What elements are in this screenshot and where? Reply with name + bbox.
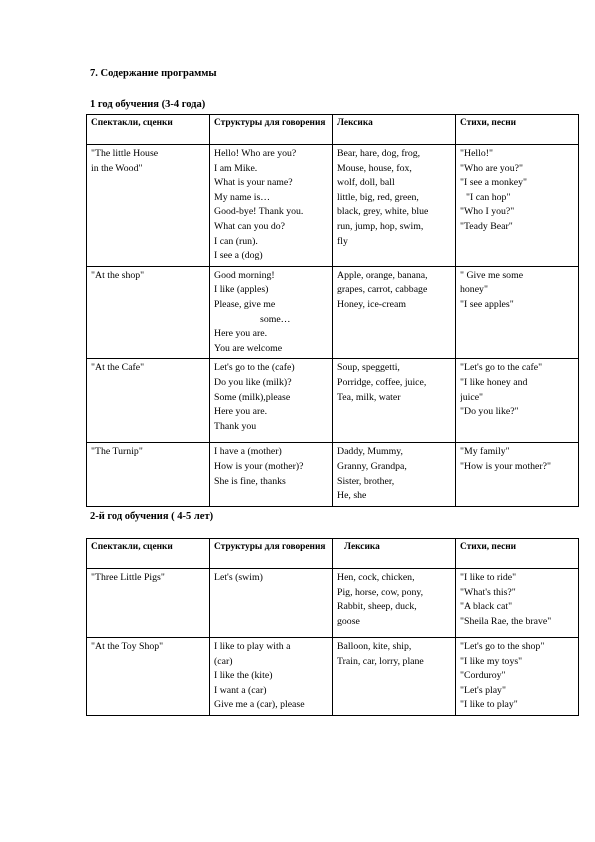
cell-structures: Let's go to the (cafe) Do you like (milk)? Some (milk),please Here you are. Thank you bbox=[210, 359, 333, 443]
cell-songs: "Hello!" "Who are you?" "I see a monkey" "I can hop" "Who I you?" "Teady Bear" bbox=[456, 145, 579, 267]
header-cell-structures: Структуры для говорения bbox=[210, 115, 333, 145]
cell-vocabulary: Soup, speggetti, Porridge, coffee, juice, Tea, milk, water bbox=[333, 359, 456, 443]
cell-songs: "I like to ride" "What's this?" "A black cat" "Sheila Rae, the brave" bbox=[456, 569, 579, 638]
header-cell-songs: Стихи, песни bbox=[456, 115, 579, 145]
table-row bbox=[87, 359, 579, 443]
cell-play: "At the Toy Shop" bbox=[87, 638, 210, 716]
cell-vocabulary: Balloon, kite, ship, Train, car, lorry, plane bbox=[333, 638, 456, 716]
cell-songs: "My family" "How is your mother?" bbox=[456, 443, 579, 507]
table-row bbox=[87, 443, 579, 507]
table-header-row bbox=[87, 115, 579, 145]
header-cell-structures: Структуры для говорения bbox=[210, 539, 333, 569]
table-row bbox=[87, 569, 579, 638]
program-table-year1 bbox=[86, 114, 579, 507]
table-header-row bbox=[87, 539, 579, 569]
cell-songs: " Give me some honey" "I see apples" bbox=[456, 266, 579, 359]
cell-songs: "Let's go to the cafe" "I like honey and juice" "Do you like?" bbox=[456, 359, 579, 443]
cell-structures: Let's (swim) bbox=[210, 569, 333, 638]
cell-vocabulary: Daddy, Mummy, Granny, Grandpa, Sister, brother, He, she bbox=[333, 443, 456, 507]
header-cell-vocabulary: Лексика bbox=[333, 115, 456, 145]
cell-vocabulary: Apple, orange, banana, grapes, carrot, cabbage Honey, ice-cream bbox=[333, 266, 456, 359]
cell-play: "The Turnip" bbox=[87, 443, 210, 507]
cell-structures: I like to play with a (car) I like the (kite) I want a (car) Give me a (car), please bbox=[210, 638, 333, 716]
cell-play: "At the Cafe" bbox=[87, 359, 210, 443]
header-cell-plays: Спектакли, сценки bbox=[87, 539, 210, 569]
header-cell-songs: Стихи, песни bbox=[456, 539, 579, 569]
header-cell-plays: Спектакли, сценки bbox=[87, 115, 210, 145]
table-row bbox=[87, 266, 579, 359]
cell-play: "Three Little Pigs" bbox=[87, 569, 210, 638]
year1-title: 1 год обучения (3-4 года) bbox=[90, 99, 206, 110]
cell-vocabulary: Hen, cock, chicken, Pig, horse, cow, pony, Rabbit, sheep, duck, goose bbox=[333, 569, 456, 638]
cell-structures: Good morning! I like (apples) Please, give me some… Here you are. You are welcome bbox=[210, 266, 333, 359]
cell-vocabulary: Bear, hare, dog, frog, Mouse, house, fox, wolf, doll, ball little, big, red, green, black, grey, white, blue run, jump, hop, swim, fly bbox=[333, 145, 456, 267]
cell-structures: Hello! Who are you? I am Mike. What is your name? My name is… Good-bye! Thank you. What can you do? I can (run). I see a (dog) bbox=[210, 145, 333, 267]
cell-play: "The little House in the Wood" bbox=[87, 145, 210, 267]
table-row bbox=[87, 638, 579, 716]
table-row bbox=[87, 145, 579, 267]
program-table-year2 bbox=[86, 538, 579, 716]
cell-play: "At the shop" bbox=[87, 266, 210, 359]
year2-title: 2-й год обучения ( 4-5 лет) bbox=[90, 511, 214, 522]
header-cell-vocabulary: Лексика bbox=[333, 539, 456, 569]
cell-songs: "Let's go to the shop" "I like my toys" "Corduroy" "Let's play" "I like to play" bbox=[456, 638, 579, 716]
cell-structures: I have a (mother) How is your (mother)? She is fine, thanks bbox=[210, 443, 333, 507]
section-title: 7. Содержание программы bbox=[90, 68, 217, 79]
